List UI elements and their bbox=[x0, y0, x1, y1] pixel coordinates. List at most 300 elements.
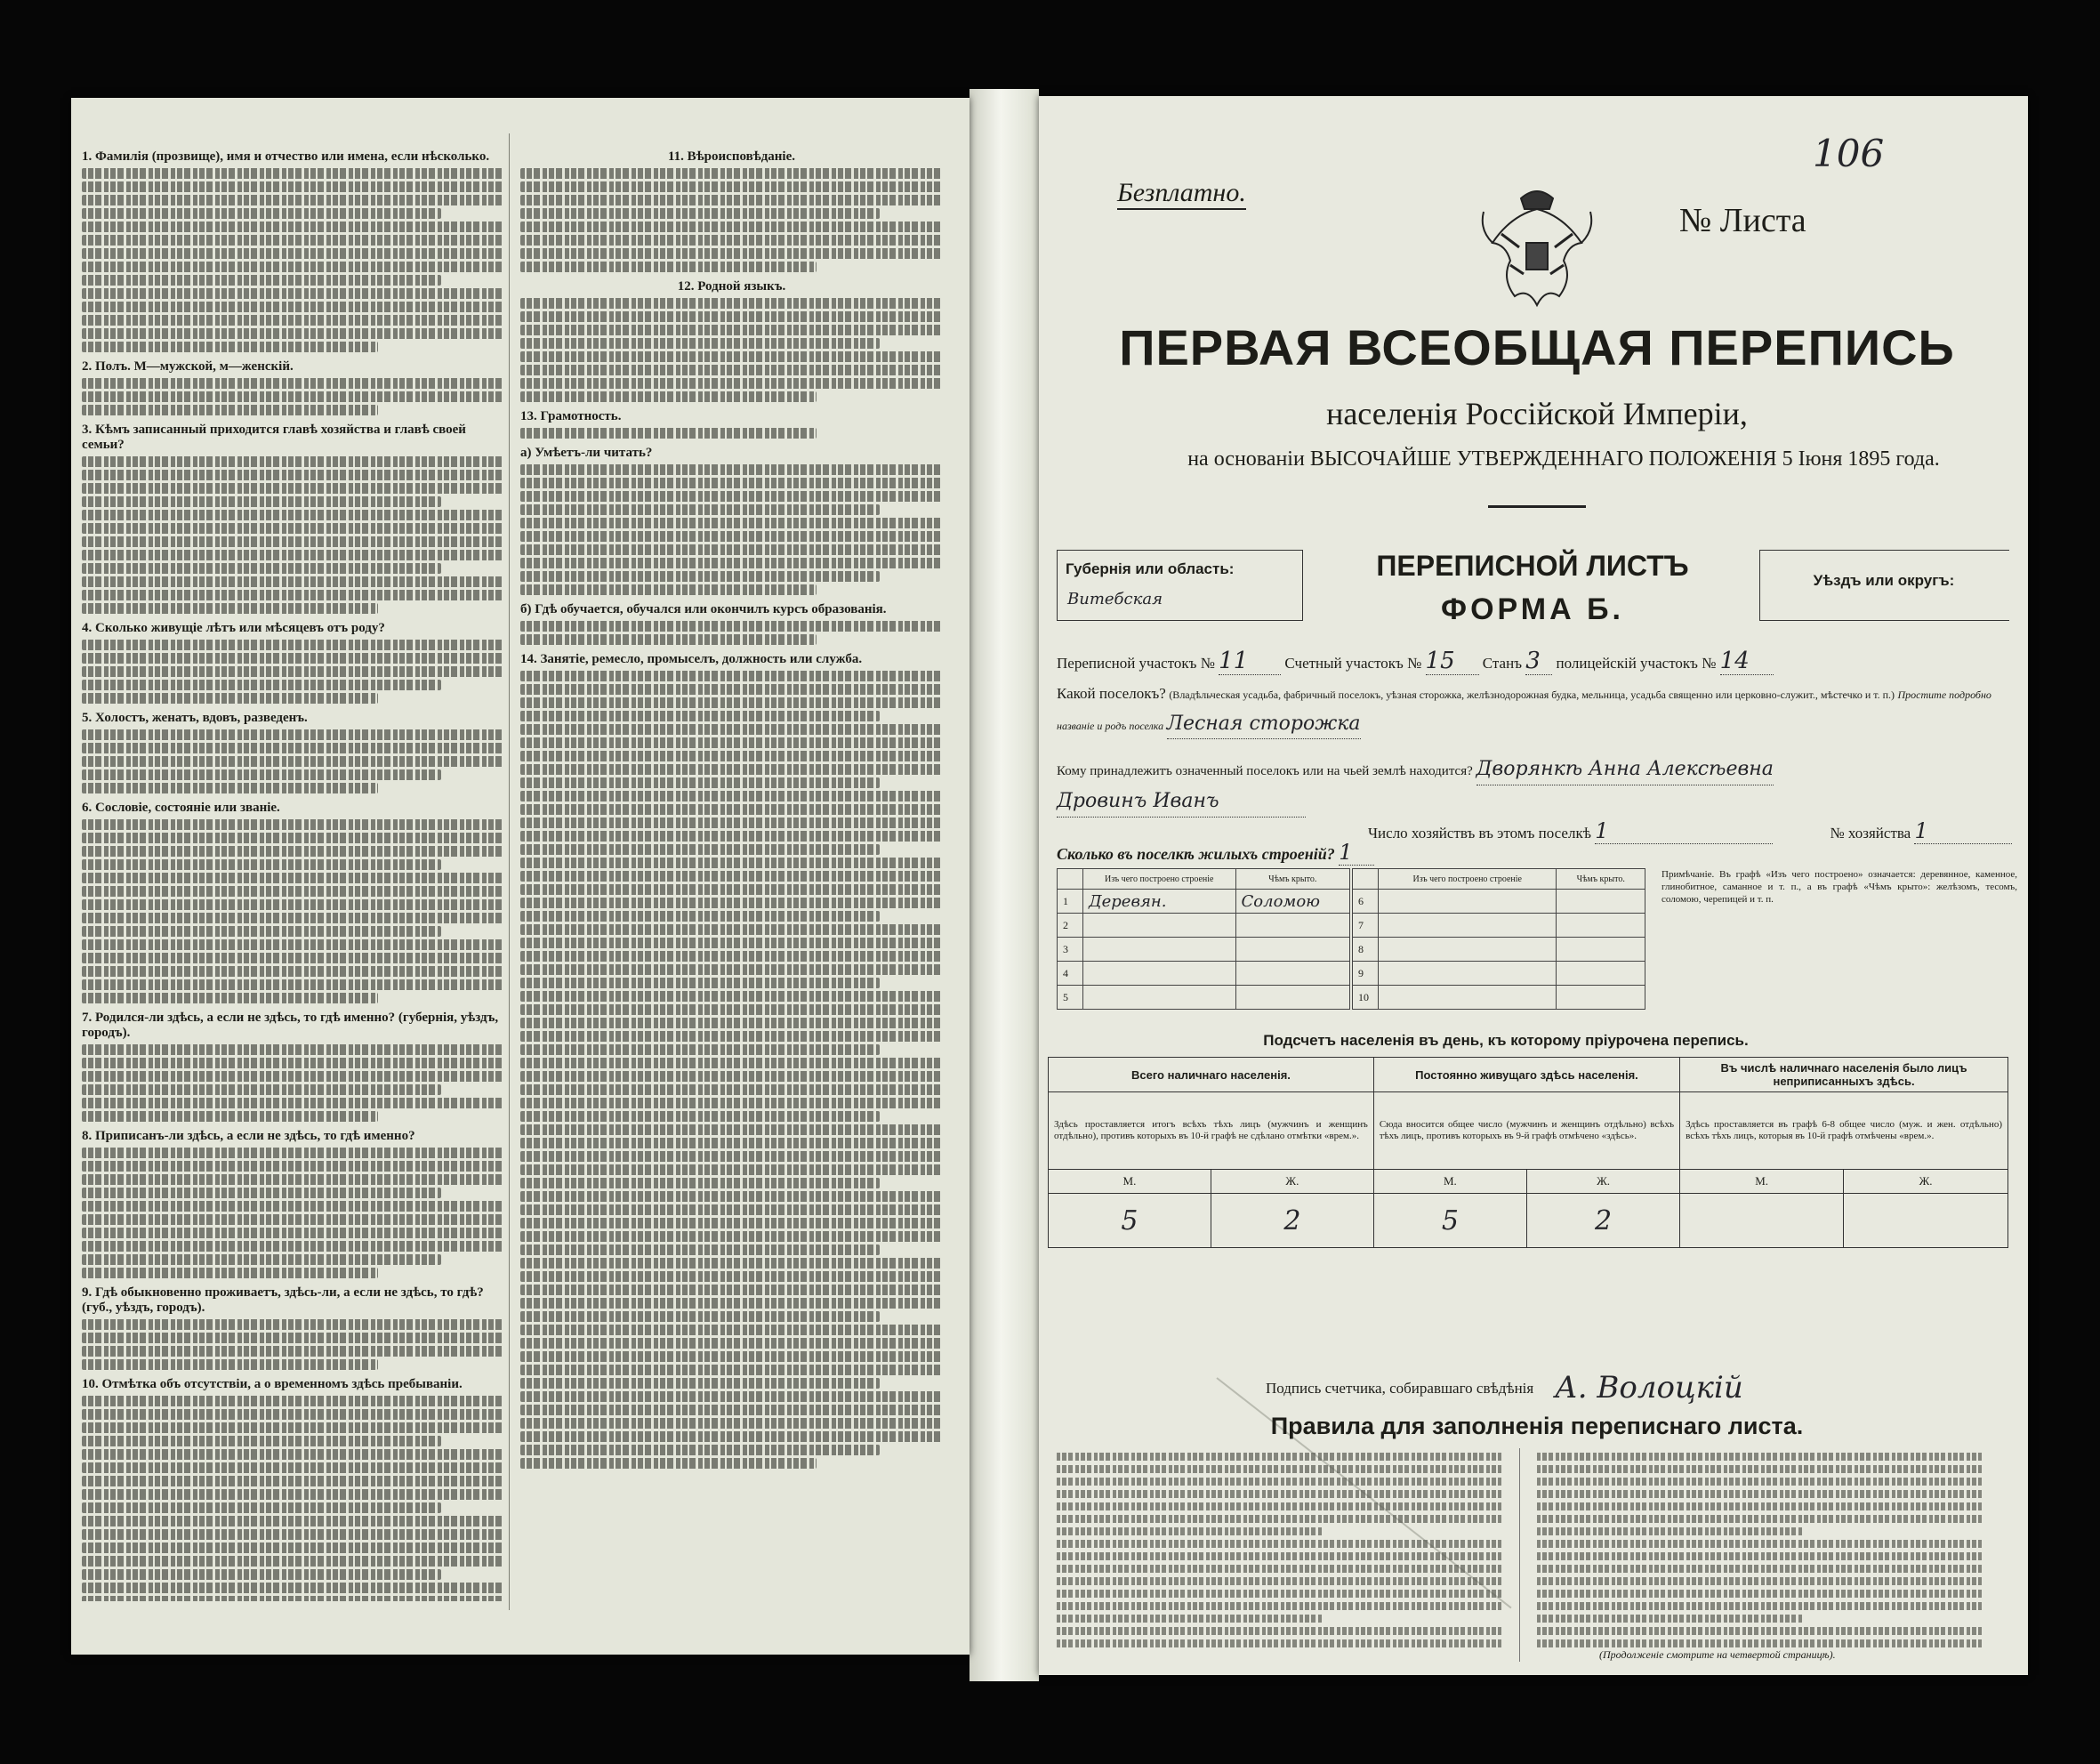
pop-total-f: 2 bbox=[1211, 1194, 1373, 1248]
small-print-line bbox=[82, 1502, 441, 1513]
pop-header-total: Всего наличнаго населенія. bbox=[1049, 1058, 1374, 1092]
small-print-line bbox=[82, 1542, 504, 1553]
rules-text-line bbox=[1537, 1565, 1982, 1573]
settlement-name-hint: Простите подробно названіе и родъ поселка bbox=[1057, 689, 1991, 732]
small-print-line bbox=[82, 603, 378, 614]
settlement-label: Какой поселокъ? bbox=[1057, 685, 1166, 702]
small-print-line bbox=[82, 1254, 441, 1265]
small-print-line bbox=[82, 939, 504, 950]
pop-expl-total: Здѣсь проставляется итогъ всѣхъ тѣхъ лицъ (мужчинъ и женщинъ отдѣльно), противъ которыхъ въ 10-й графѣ не сдѣлано отмѣтки «врем.». bbox=[1049, 1092, 1374, 1170]
small-print-line bbox=[520, 1391, 943, 1402]
small-print-line bbox=[82, 1396, 504, 1406]
col-material-header: Изъ чего построено строеніе bbox=[1379, 869, 1557, 890]
small-print-line bbox=[520, 235, 943, 246]
small-print-line bbox=[520, 804, 943, 815]
stan-label: Станъ bbox=[1482, 655, 1522, 672]
pop-header-permanent: Постоянно живущаго здѣсь населенія. bbox=[1373, 1058, 1679, 1092]
small-print-line bbox=[82, 1346, 504, 1357]
pop-unreg-f bbox=[1844, 1194, 2008, 1248]
small-print-line bbox=[82, 1583, 504, 1593]
small-print-line bbox=[520, 1244, 880, 1255]
small-print-line bbox=[82, 743, 504, 753]
free-label: Безплатно. bbox=[1117, 178, 1246, 210]
small-print-line bbox=[520, 1164, 943, 1175]
col-roof-header: Чѣмъ крыто. bbox=[1235, 869, 1350, 890]
small-print-line bbox=[520, 1098, 943, 1108]
sex-f: Ж. bbox=[1526, 1170, 1679, 1194]
rules-text-line bbox=[1057, 1565, 1501, 1573]
small-print-line bbox=[520, 684, 943, 695]
small-print-line bbox=[82, 1556, 504, 1567]
rules-divider bbox=[1519, 1448, 1520, 1662]
rules-text-line bbox=[1537, 1602, 1982, 1610]
small-print-line bbox=[520, 558, 943, 568]
rules-text-line bbox=[1057, 1478, 1501, 1486]
rules-text-line bbox=[1057, 1615, 1324, 1623]
small-print-line bbox=[82, 833, 504, 843]
right-page-census-form bbox=[1039, 96, 2028, 1675]
small-print-line bbox=[82, 756, 504, 767]
small-print-line bbox=[520, 1204, 943, 1215]
small-print-line bbox=[82, 470, 504, 480]
rules-text-line bbox=[1057, 1453, 1501, 1461]
section-heading: а) Умѣетъ-ли читать? bbox=[520, 446, 653, 460]
small-print-line bbox=[520, 195, 943, 205]
pop-perm-f: 2 bbox=[1526, 1194, 1679, 1248]
small-print-line bbox=[82, 1201, 504, 1212]
small-print-line bbox=[82, 1462, 504, 1473]
sheet-number-handwritten: 106 bbox=[1813, 132, 1885, 175]
rules-text-line bbox=[1537, 1465, 1982, 1473]
buildings-table-left bbox=[1057, 868, 1350, 1010]
uezd-label: Уѣздъ или округъ: bbox=[1813, 572, 1955, 589]
households-label: Число хозяйствъ въ этомъ поселкѣ bbox=[1368, 825, 1591, 842]
small-print-line bbox=[520, 844, 880, 855]
small-print-line bbox=[520, 298, 943, 309]
small-print-line bbox=[520, 351, 943, 362]
title-divider bbox=[1488, 505, 1586, 508]
rules-text-line bbox=[1057, 1540, 1501, 1548]
small-print-line bbox=[82, 693, 378, 704]
guberniya-value: Витебская bbox=[1067, 590, 1163, 608]
small-print-line bbox=[520, 1285, 943, 1295]
rules-text-line bbox=[1537, 1540, 1982, 1548]
small-print-line bbox=[520, 181, 943, 192]
small-print-line bbox=[520, 208, 880, 219]
small-print-line bbox=[82, 168, 504, 179]
small-print-line bbox=[82, 1188, 441, 1198]
small-print-line bbox=[520, 1071, 943, 1082]
buildings-table-right bbox=[1352, 868, 1645, 1010]
small-print-line bbox=[82, 1058, 504, 1068]
small-print-line bbox=[520, 1231, 943, 1242]
row-num: 4 bbox=[1058, 962, 1083, 986]
sheet-number-label: № Листа bbox=[1679, 202, 1806, 239]
section-heading: 7. Родился-ли здѣсь, а если не здѣсь, то гдѣ именно? (губернія, уѣздъ, городъ). bbox=[82, 1011, 499, 1040]
owner-value: Дворянкѣ Анна Алексѣевна bbox=[1476, 754, 1774, 785]
section-heading: 2. Полъ. М—мужской, м—женскій. bbox=[82, 359, 294, 374]
small-print-line bbox=[520, 751, 943, 761]
small-print-line bbox=[82, 1044, 504, 1055]
small-print-line bbox=[520, 1298, 943, 1309]
small-print-line bbox=[520, 1378, 880, 1389]
small-print-line bbox=[520, 365, 943, 375]
row-num: 7 bbox=[1353, 914, 1379, 938]
small-print-line bbox=[82, 1529, 504, 1540]
imperial-eagle-emblem bbox=[1475, 181, 1599, 314]
sheet-title: ПЕРЕПИСНОЙ ЛИСТЪ bbox=[1376, 550, 1689, 582]
small-print-line bbox=[82, 248, 504, 259]
small-print-line bbox=[82, 378, 504, 389]
section-heading: 11. Вѣроисповѣданіе. bbox=[668, 149, 795, 164]
small-print-line bbox=[82, 729, 504, 740]
small-print-line bbox=[520, 1031, 943, 1042]
small-print-line bbox=[520, 1138, 943, 1148]
small-print-line bbox=[82, 913, 504, 923]
small-print-line bbox=[82, 563, 441, 574]
small-print-line bbox=[520, 671, 943, 681]
precinct-row bbox=[1057, 648, 1774, 675]
small-print-line bbox=[520, 391, 817, 402]
small-print-line bbox=[82, 640, 504, 650]
small-print-line bbox=[82, 1241, 504, 1252]
sex-m: М. bbox=[1373, 1170, 1526, 1194]
rules-text-line bbox=[1057, 1465, 1501, 1473]
section-heading: 12. Родной языкъ. bbox=[677, 279, 786, 294]
small-print-line bbox=[520, 1044, 880, 1055]
small-print-line bbox=[520, 464, 943, 475]
sex-f: Ж. bbox=[1211, 1170, 1373, 1194]
small-print-line bbox=[520, 1365, 943, 1375]
small-print-line bbox=[520, 777, 880, 788]
population-title: Подсчетъ населенія въ день, къ которому пріурочена перепись. bbox=[1263, 1032, 1749, 1049]
small-print-line bbox=[82, 1228, 504, 1238]
small-print-line bbox=[82, 1436, 441, 1446]
small-print-line bbox=[82, 653, 504, 664]
settlement-value: Лесная сторожка bbox=[1167, 710, 1361, 739]
precinct-value: 11 bbox=[1219, 648, 1281, 675]
rules-column-right bbox=[1537, 1448, 1982, 1662]
small-print-line bbox=[520, 222, 943, 232]
small-print-line bbox=[520, 884, 943, 895]
form-label: ФОРМА Б. bbox=[1441, 592, 1624, 626]
row-num: 5 bbox=[1058, 986, 1083, 1010]
small-print-line bbox=[520, 1084, 943, 1095]
small-print-line bbox=[520, 951, 943, 962]
small-print-line bbox=[82, 993, 378, 1003]
pop-expl-unregistered: Здѣсь проставляется въ графѣ 6-8 общее число (муж. и жен. отдѣльно) всѣхъ тѣхъ лицъ, которыя въ 10-й графѣ отмѣчены «врем.». bbox=[1680, 1092, 2008, 1170]
rules-text-line bbox=[1057, 1590, 1501, 1598]
small-print-line bbox=[82, 275, 441, 286]
rules-text-line bbox=[1057, 1577, 1501, 1585]
small-print-line bbox=[520, 1311, 880, 1322]
small-print-line bbox=[520, 1178, 880, 1188]
small-print-line bbox=[82, 590, 504, 600]
section-heading: 6. Сословіе, состояніе или званіе. bbox=[82, 801, 280, 815]
section-heading: 4. Сколько живущіе лѣтъ или мѣсяцевъ отъ роду? bbox=[82, 621, 385, 635]
small-print-line bbox=[520, 1151, 943, 1162]
small-print-line bbox=[520, 991, 943, 1002]
small-print-line bbox=[82, 235, 504, 246]
rules-text-line bbox=[1057, 1627, 1501, 1635]
rules-continued-note: (Продолженіе смотрите на четвертой страницѣ). bbox=[1599, 1648, 1836, 1661]
rules-text-line bbox=[1537, 1639, 1982, 1647]
small-print-line bbox=[82, 342, 378, 352]
signature-label: Подпись счетчика, собиравшаго свѣдѣнія bbox=[1266, 1380, 1534, 1397]
rules-text-line bbox=[1537, 1527, 1804, 1535]
small-print-line bbox=[520, 1191, 943, 1202]
precinct-label: Переписной участокъ № bbox=[1057, 655, 1215, 672]
small-print-line bbox=[82, 328, 504, 339]
section-heading: 8. Приписанъ-ли здѣсь, а если не здѣсь, то гдѣ именно? bbox=[82, 1129, 415, 1143]
small-print-line bbox=[82, 550, 504, 560]
small-print-line bbox=[520, 1004, 943, 1015]
small-print-line bbox=[520, 491, 943, 502]
small-print-line bbox=[520, 964, 943, 975]
small-print-line bbox=[82, 483, 504, 494]
small-print-line bbox=[82, 873, 504, 883]
rules-text-line bbox=[1537, 1515, 1982, 1523]
sex-f: Ж. bbox=[1844, 1170, 2008, 1194]
small-print-line bbox=[82, 1098, 504, 1108]
small-print-line bbox=[520, 1351, 943, 1362]
small-print-line bbox=[520, 1271, 943, 1282]
small-print-line bbox=[82, 846, 504, 857]
small-print-line bbox=[520, 325, 943, 335]
small-print-line bbox=[82, 1476, 504, 1486]
households-row bbox=[1368, 818, 2012, 844]
book-spine bbox=[970, 89, 1039, 1681]
instructions-column-1 bbox=[82, 142, 504, 1601]
col-material-header: Изъ чего построено строеніе bbox=[1083, 869, 1236, 890]
small-print-line bbox=[82, 1596, 504, 1601]
small-print-line bbox=[82, 1449, 504, 1460]
small-print-line bbox=[82, 1161, 504, 1172]
guberniya-label: Губернія или область: bbox=[1066, 560, 1235, 577]
buildings-label: Сколько въ поселкѣ жилыхъ строеній? bbox=[1057, 845, 1335, 863]
row-num: 1 bbox=[1058, 890, 1083, 914]
small-print-line bbox=[82, 262, 504, 272]
rules-text-line bbox=[1537, 1453, 1982, 1461]
small-print-line bbox=[82, 1409, 504, 1420]
small-print-line bbox=[520, 1258, 943, 1269]
rules-text-line bbox=[1057, 1552, 1501, 1560]
owner-value-2: Дровинъ Иванъ bbox=[1057, 786, 1306, 818]
small-print-line bbox=[520, 478, 943, 488]
small-print-line bbox=[82, 859, 441, 870]
small-print-line bbox=[82, 680, 441, 690]
small-print-line bbox=[82, 1569, 441, 1580]
small-print-line bbox=[82, 1333, 504, 1343]
small-print-line bbox=[82, 953, 504, 963]
rules-title: Правила для заполненія переписнаго листа. bbox=[1270, 1413, 1804, 1439]
small-print-line bbox=[82, 1111, 378, 1122]
rules-text-line bbox=[1537, 1502, 1982, 1510]
small-print-line bbox=[82, 666, 504, 677]
small-print-line bbox=[520, 518, 943, 528]
small-print-line bbox=[82, 886, 504, 897]
rules-text-line bbox=[1537, 1552, 1982, 1560]
small-print-line bbox=[520, 737, 943, 748]
small-print-line bbox=[520, 634, 817, 645]
section-heading: 13. Грамотность. bbox=[520, 409, 622, 423]
col-roof-header: Чѣмъ крыто. bbox=[1557, 869, 1645, 890]
row-num: 8 bbox=[1353, 938, 1379, 962]
pop-expl-permanent: Сюда вносится общее число (мужчинъ и женщинъ отдѣльно) всѣхъ тѣхъ лицъ, противъ которыхъ въ 9-й графѣ отмѣчено «здѣсь». bbox=[1373, 1092, 1679, 1170]
small-print-line bbox=[82, 523, 504, 534]
small-print-line bbox=[82, 1319, 504, 1330]
small-print-line bbox=[520, 262, 817, 272]
small-print-line bbox=[82, 510, 504, 520]
small-print-line bbox=[82, 966, 504, 977]
small-print-line bbox=[520, 338, 880, 349]
small-print-line bbox=[82, 1489, 504, 1500]
rules-text-line bbox=[1057, 1490, 1501, 1498]
pop-total-m: 5 bbox=[1049, 1194, 1211, 1248]
sex-m: М. bbox=[1680, 1170, 1844, 1194]
police-label: полицейскій участокъ № bbox=[1556, 655, 1717, 672]
small-print-line bbox=[520, 1458, 817, 1469]
section-heading: б) Гдѣ обучается, обучался или окончилъ курсъ образованія. bbox=[520, 602, 887, 616]
row-num: 9 bbox=[1353, 962, 1379, 986]
signature-value: А. Волоцкій bbox=[1555, 1370, 1743, 1406]
row-num: 10 bbox=[1353, 986, 1379, 1010]
page-title: ПЕРВАЯ ВСЕОБЩАЯ ПЕРЕПИСЬ bbox=[1119, 319, 1955, 375]
small-print-line bbox=[520, 924, 943, 935]
small-print-line bbox=[520, 791, 943, 801]
small-print-line bbox=[520, 1058, 943, 1068]
small-print-line bbox=[520, 1218, 943, 1228]
small-print-line bbox=[82, 576, 504, 587]
small-print-line bbox=[82, 979, 504, 990]
small-print-line bbox=[520, 1111, 880, 1122]
small-print-line bbox=[520, 1445, 880, 1455]
small-print-line bbox=[520, 1124, 943, 1135]
small-print-line bbox=[82, 1214, 504, 1225]
small-print-line bbox=[82, 536, 504, 547]
rules-text-line bbox=[1537, 1490, 1982, 1498]
small-print-line bbox=[520, 504, 880, 515]
rules-text-line bbox=[1537, 1615, 1804, 1623]
rules-text-line bbox=[1057, 1602, 1501, 1610]
small-print-line bbox=[82, 1084, 441, 1095]
stan-value: 3 bbox=[1525, 648, 1552, 675]
row-num: 2 bbox=[1058, 914, 1083, 938]
population-table bbox=[1048, 1057, 2008, 1248]
section-heading: 1. Фамилія (прозвище), имя и отчество или имена, если нѣсколько. bbox=[82, 149, 490, 164]
small-print-line bbox=[520, 1405, 943, 1415]
buildings-note: Примѣчаніе. Въ графѣ «Изъ чего построено» означается: деревянное, каменное, глинобитное, саманное и т. п., а въ графѣ «Чѣмъ крыто»: желѣзомъ, тесомъ, соломою, черепицей и т. п. bbox=[1661, 869, 2017, 905]
households-value: 1 bbox=[1595, 818, 1773, 844]
owner-label: Кому принадлежитъ означенный поселокъ или на чьей землѣ находится? bbox=[1057, 764, 1473, 778]
small-print-line bbox=[82, 1174, 504, 1185]
rules-text-line bbox=[1057, 1527, 1324, 1535]
small-print-line bbox=[82, 315, 504, 326]
small-print-line bbox=[82, 1359, 378, 1370]
rules-column-left bbox=[1057, 1448, 1501, 1662]
building-roof: Соломою bbox=[1235, 890, 1350, 914]
small-print-line bbox=[520, 168, 943, 179]
rules-text-line bbox=[1537, 1577, 1982, 1585]
small-print-line bbox=[82, 926, 441, 937]
household-no-label: № хозяйства bbox=[1830, 825, 1911, 842]
small-print-line bbox=[82, 1422, 504, 1433]
buildings-row bbox=[1057, 840, 1374, 866]
small-print-line bbox=[82, 195, 504, 205]
section-heading: 5. Холостъ, женатъ, вдовъ, разведенъ. bbox=[82, 711, 308, 725]
small-print-line bbox=[520, 311, 943, 322]
small-print-line bbox=[520, 831, 943, 842]
small-print-line bbox=[520, 697, 943, 708]
rules-text-line bbox=[1537, 1627, 1982, 1635]
left-page-instructions bbox=[71, 98, 970, 1655]
row-num: 3 bbox=[1058, 938, 1083, 962]
small-print-line bbox=[520, 1018, 943, 1028]
rules-text-line bbox=[1537, 1478, 1982, 1486]
small-print-line bbox=[82, 405, 378, 415]
pop-perm-m: 5 bbox=[1373, 1194, 1526, 1248]
owner-block bbox=[1057, 754, 2017, 818]
small-print-line bbox=[82, 302, 504, 312]
small-print-line bbox=[520, 1418, 943, 1429]
section-heading: 14. Занятіе, ремесло, промыселъ, должность или служба. bbox=[520, 652, 863, 666]
small-print-line bbox=[82, 181, 504, 192]
small-print-line bbox=[520, 1431, 943, 1442]
rules-text-line bbox=[1057, 1502, 1501, 1510]
small-print-line bbox=[520, 911, 880, 922]
small-print-line bbox=[520, 1325, 943, 1335]
small-print-line bbox=[520, 858, 943, 868]
small-print-line bbox=[520, 711, 880, 721]
small-print-line bbox=[82, 288, 504, 299]
row-num: 6 bbox=[1353, 890, 1379, 914]
small-print-line bbox=[82, 456, 504, 467]
small-print-line bbox=[82, 391, 504, 402]
small-print-line bbox=[520, 248, 943, 259]
small-print-line bbox=[520, 978, 880, 988]
small-print-line bbox=[520, 378, 943, 389]
small-print-line bbox=[520, 584, 817, 595]
count-label: Счетный участокъ № bbox=[1284, 655, 1422, 672]
small-print-line bbox=[520, 764, 943, 775]
small-print-line bbox=[82, 769, 441, 780]
small-print-line bbox=[82, 1516, 504, 1526]
pop-header-unregistered: Въ числѣ наличнаго населенія было лицъ неприписанныхъ здѣсь. bbox=[1680, 1058, 2008, 1092]
small-print-line bbox=[520, 724, 943, 735]
building-material: Деревян. bbox=[1083, 890, 1236, 914]
small-print-line bbox=[520, 544, 943, 555]
sex-m: М. bbox=[1049, 1170, 1211, 1194]
small-print-line bbox=[520, 621, 943, 632]
count-value: 15 bbox=[1426, 648, 1479, 675]
section-heading: 10. Отмѣтка объ отсутствіи, а о временномъ здѣсь пребываніи. bbox=[82, 1377, 463, 1391]
small-print-line bbox=[82, 1148, 504, 1158]
instructions-column-2 bbox=[520, 142, 943, 1601]
small-print-line bbox=[520, 938, 943, 948]
small-print-line bbox=[82, 496, 441, 507]
rules-text-line bbox=[1057, 1639, 1501, 1647]
small-print-line bbox=[82, 208, 441, 219]
police-value: 14 bbox=[1720, 648, 1774, 675]
small-print-line bbox=[520, 898, 943, 908]
settlement-hint: (Владѣльческая усадьба, фабричный поселокъ, уѣзная сторожка, желѣзнодорожная будка, мельница, усадьба священно или церковно-служит., мѣстечко и т. п.) bbox=[1169, 689, 1895, 701]
small-print-line bbox=[520, 818, 943, 828]
small-print-line bbox=[520, 531, 943, 542]
column-divider bbox=[509, 133, 510, 1610]
section-heading: 9. Гдѣ обыкновенно проживаетъ, здѣсь-ли, а если не здѣсь, то гдѣ? (губ., уѣздъ, городъ). bbox=[82, 1285, 484, 1315]
pop-unreg-m bbox=[1680, 1194, 1844, 1248]
settlement-block bbox=[1057, 680, 2017, 741]
